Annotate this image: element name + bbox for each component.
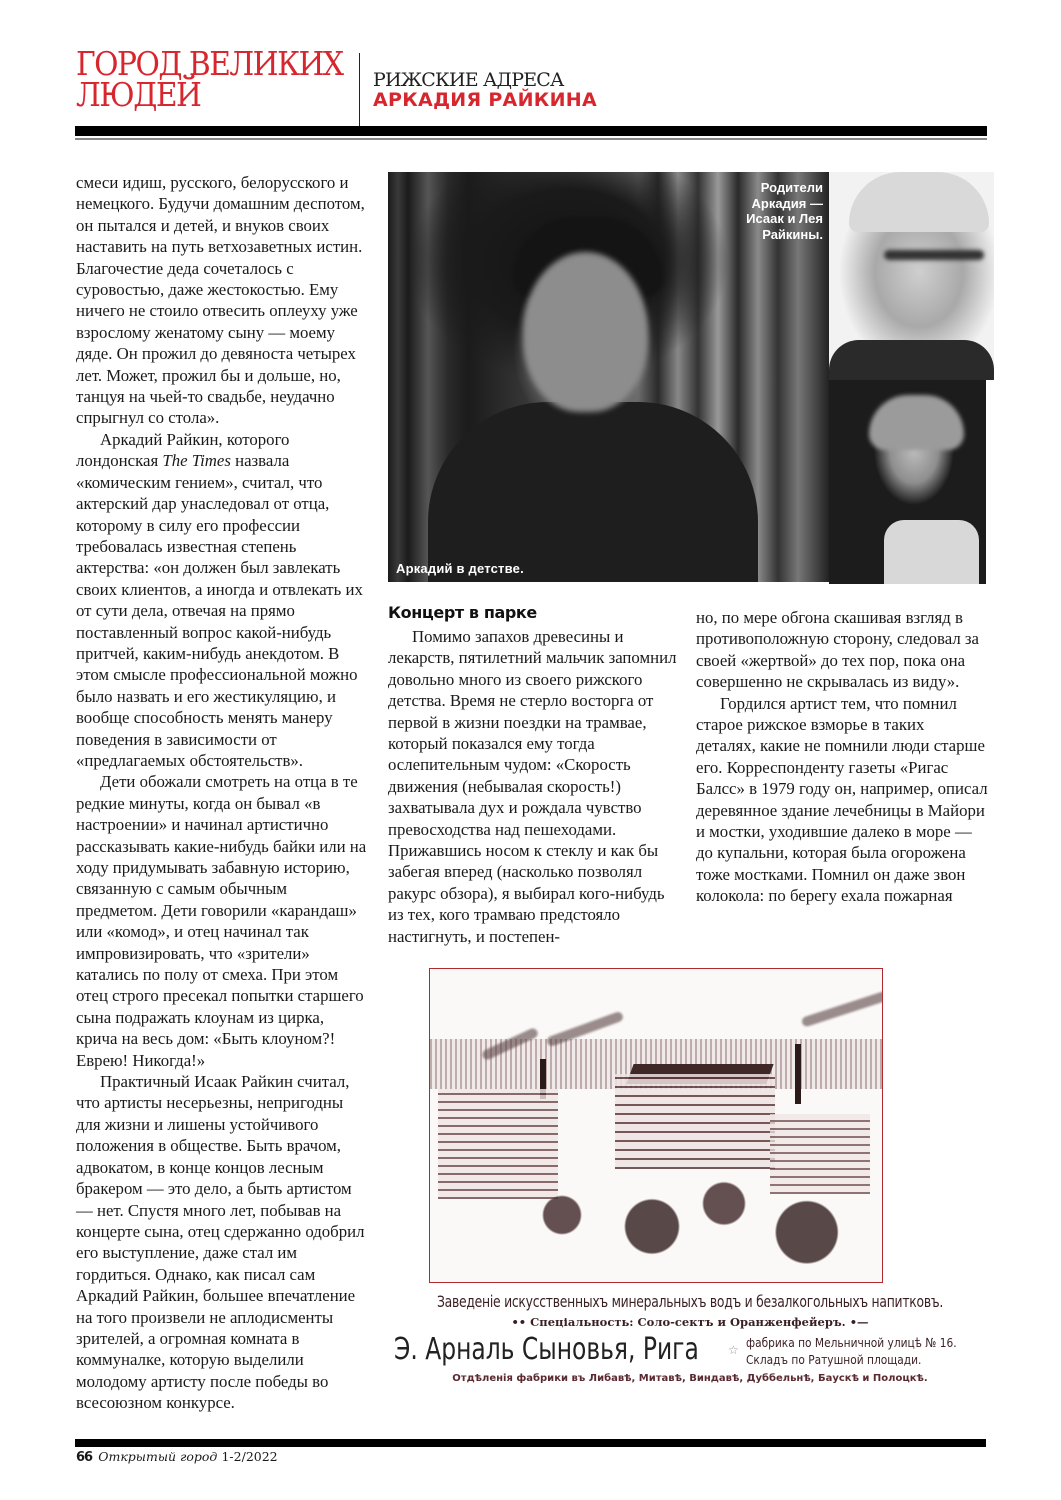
ad-address-line: Складъ по Ратушной площади. [746,1352,922,1367]
text: назвала «комическим гением», считал, что актерский дар унаследовал от отца, которому в силу его профессии требовалась известная степень актерства: «он должен был завлекать своих клиентов, а иногда и отвлекать их от сути дела, отвечая на прямо поставленный вопрос какой-нибудь притчей, каким-нибудь анекдотом. В этом смысле профессиональной можно было назвать и его жестикуляцию, и вообще способность менять манеру поведения в зависимости от «предлагаемых обстоятельств». [76,451,363,770]
caption-line: Родители [760,180,823,195]
section-title [76,44,366,114]
caption-line: Аркадия — [751,195,823,211]
ad-firm-name: Э. Арналь Сыновья, Рига [394,1332,699,1367]
ad-firm-row [390,1331,990,1371]
ad-headline: Заведеніе искусственныхъ минеральныхъ водъ и безалкогольныхъ напитковъ. [436,1292,944,1311]
photo-detail-brow [884,250,984,260]
photo-arkady-childhood [388,172,829,582]
page-footer [76,1449,278,1466]
section-title-line1: ГОРОД ВЕЛИКИХ [76,44,343,83]
header-rule-thick [75,126,987,136]
section-title-line2: ЛЮДЕЙ [76,75,201,114]
header-divider [359,53,360,127]
caption-line: Исаак и Лея [746,211,823,226]
smoke [801,990,883,1027]
ad-specialty: •• Спеціальность: Соло-сектъ и Оранженфейеръ. •— [511,1315,869,1329]
issue-number: 1-2/2022 [221,1449,278,1464]
ad-branches: Отдѣленія фабрики въ Либавѣ, Митавѣ, Виндавѣ, Дуббельнѣ, Баускѣ и Полоцкѣ. [452,1373,928,1384]
subheading: Концерт в парке [388,603,537,622]
paragraph: Помимо запахов древесины и лекарств, пятилетний мальчик запомнил довольно много из своего рижского детства. Время не стерло восторга от первой в жизни поездки на трамвае, который показался ему тогда ослепительным чудом: «Скорость движения (небывалая скорость!) захватывала дух и рождала чувство превосходства над пешеходами. Прижавшись носом к стеклу и как бы забегая вперед (насколько позволял ракурс обзора), я выбирал кого-нибудь из тех, кого трамваю предстояло настигнуть, и постепен- [388,627,677,946]
paragraph-times [76,429,368,772]
engraving-trees [490,1169,850,1283]
paragraph: Гордился артист тем, что помнил старое рижское взморье в таких деталях, какие не помнили люди старше его. Корреспонденту газеты «Ригас Балсс» в 1979 году он, например, описал деревянное здание лечебницы в Майори и мостки, уходившие далеко в море — до купальни, которая была огорожена тоже мостками. Помнил он даже звон колокола: по берегу ехала пожарная [696,693,988,906]
photo-detail-suit [829,340,994,380]
factory-engraving-image [429,968,883,1283]
caption-arkady-childhood: Аркадий в детстве. [396,561,524,576]
caption-line: Райкины. [762,226,823,242]
article-title [373,70,597,110]
ad-address [746,1334,957,1368]
article-column-2 [388,626,678,947]
photo-mother-leya [829,380,986,584]
publication-name: The Times [162,451,231,471]
caption-parents [746,180,823,242]
footer-rule [75,1439,986,1447]
text: Аркадий Райкин, которого лондонская [76,429,290,471]
paragraph: Дети обожали смотреть на отца в те редкие минуты, когда он бывал «в настроении» и начинал артистично рассказывать какие-нибудь байки или на ходу придумывать забавную историю, связанную с самым обычным предметом. Дети говорили «карандаш» или «комод», и отец начинал так импровизировать, что «зрители» катались по полу от смеха. При этом отец строго пресекал попытки старшего сына подражать клоунам из цирка, крича на весь дом: «Быть клоуном?! Еврею! Никогда!» [76,772,367,1070]
photo-father-isaak [829,172,994,380]
photo-detail-coat [428,402,758,582]
article-column-1 [76,172,368,1414]
header-rule-thin [75,138,987,140]
photo-detail-hair [849,172,989,232]
photo-detail-hair [869,395,964,450]
paragraph: Практичный Исаак Райкин считал, что артисты несерьезны, непригодны для жизни и лишены устойчивого положения в обществе. Быть врачом, адвокатом, в конце концов лесным бракером — это дело, а быть артистом — нет. Спустя много лет, побывав на концерте сына, отец сдержанно одобрил его выступление, даже стал им гордиться. Однако, как писал сам Аркадий Райкин, большее впечатление на того произвели не аплодисменты зрителей, а огромная комната в коммуналке, которую выделили молодому артисту после победы во всесоюзном конкурсе. [76,1072,365,1413]
article-title-line2: АРКАДИЯ РАЙКИНА [373,89,598,111]
photo-detail-scarf [884,520,979,584]
engraving-building [615,1074,775,1169]
article-column-3 [696,607,988,907]
star-icon: ☆ [728,1343,739,1357]
paragraph: но, по мере обгона скашивая взгляд в противоположную сторону, следовал за своей «жертвой» до тех пор, пока она совершенно не скрывалась из виду». [696,608,979,692]
ad-address-line: фабрика по Мельничной улицѣ № 16. [746,1335,957,1350]
magazine-name: Открытый город [98,1449,218,1464]
vintage-advertisement [390,1292,990,1385]
chimney-icon [795,1044,801,1104]
article-title-line1: РИЖСКИЕ АДРЕСА [373,69,564,91]
paragraph: смеси идиш, русского, белорусского и немецкого. Будучи домашним деспотом, он пытался и детей, и внуков своих наставить на путь ветхозаветных истин. Благочестие деда сочеталось с суровостью, даже жестокостью. Ему ничего не стоило отвесить оплеуху уже взрослому женатому сыну — моему дяде. Он прожил до девяноста четырех лет. Может, прожил бы и дольше, но, танцуя на чьей-то свадьбе, неудачно спрыгнул со стола». [76,173,365,428]
page-number: 66 [76,1450,93,1465]
subheading-wrapper [388,603,537,623]
photo-detail-face [523,252,648,412]
